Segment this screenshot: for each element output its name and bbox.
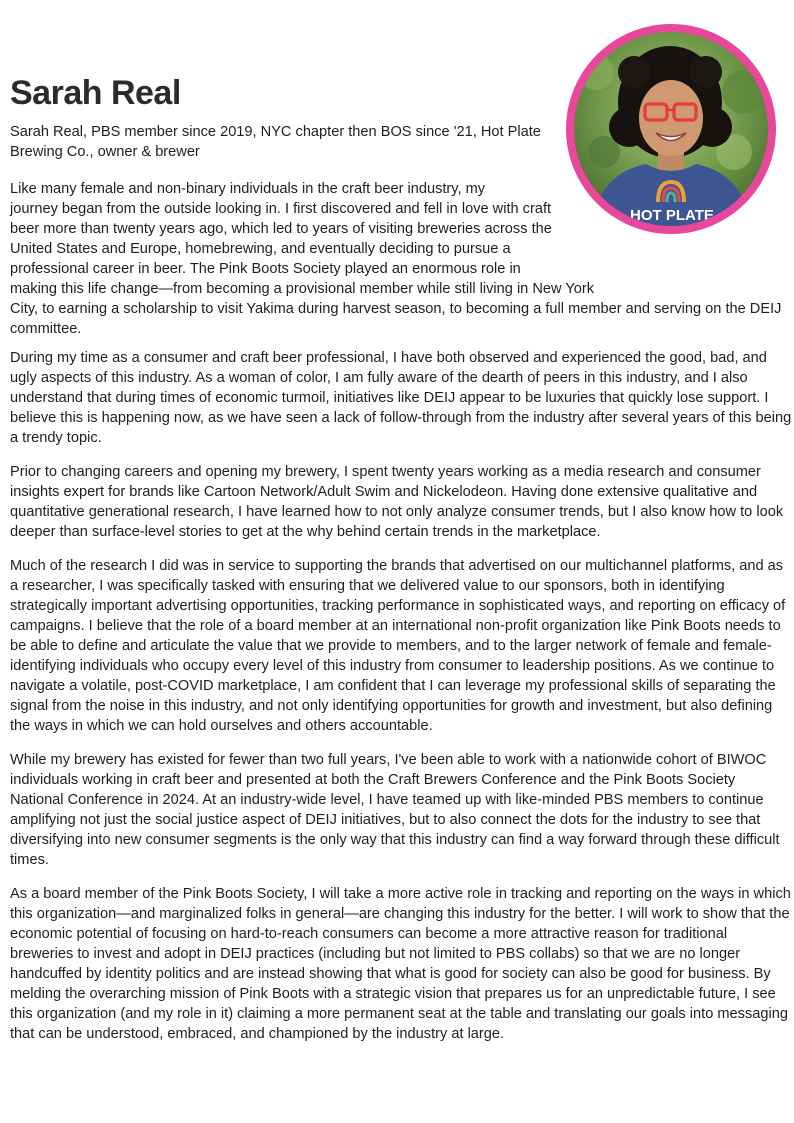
statement-paragraph: [10, 179, 792, 339]
statement-paragraph-text: Like many female and non-binary individuals in the craft beer industry, my journey began from the outside looking in. I first discovered and fell in love with craft beer more than twenty years ago, which led to years of visiting breweries across the United States and Europe, homebrewing, and eventually deciding to pursue a professional career in beer. The Pink Boots Society played an enormous role in making this life change—from becoming a provisional member while still living in New York City, to earning a scholarship to visit Yakima during harvest season, to becoming a full member and serving on the DEIJ committee.: [10, 181, 782, 337]
candidate-name: Sarah Real: [10, 74, 181, 112]
statement-paragraph: As a board member of the Pink Boots Society, I will take a more active role in tracking and reporting on the ways in which this organization—and marginalized folks in general—are changing this industry for the better. I will work to show that the economic potential of focusing on hard-to-reach consumers can become a more attractive reason for traditional breweries to invest and adopt in DEIJ practices (including but not limited to PBS collabs) so that we are no longer handcuffed by identity politics and are instead showing that what is good for society can also be good for business. By melding the overarching mission of Pink Boots with a strategic vision that prepares us for an unpredictable future, I see this organization (and my role in it) claiming a more permanent seat at the table and translating our goals into messaging that can be understood, embraced, and championed by the industry at large.: [10, 886, 791, 1042]
statement-paragraph: While my brewery has existed for fewer than two full years, I've been able to work with a nationwide cohort of BIWOC individuals working in craft beer and presented at both the Craft Brewers Conference and the Pink Boots Society National Conference in 2024. At an industry-wide level, I have teamed up with like-minded PBS members to continue amplifying not just the social justice aspect of DEIJ initiatives, but to also connect the dots for the industry to see that diversifying into new consumer segments is the only way that this industry can find a way forward through these difficult times.: [10, 752, 780, 868]
statement-paragraph: During my time as a consumer and craft beer professional, I have both observed and experienced the good, bad, and ugly aspects of this industry. As a woman of color, I am fully aware of the dearth of peers in this industry, and I also understand that during times of economic turmoil, initiatives like DEIJ appear to be luxuries that quickly lose support. I believe this is happening now, as we have seen a lack of follow-through from the industry after several years of this being a trendy topic.: [10, 350, 792, 446]
statement-body: [10, 179, 792, 1058]
statement-paragraph: Prior to changing careers and opening my brewery, I spent twenty years working as a media research and consumer insights expert for brands like Cartoon Network/Adult Swim and Nickelodeon. Having done extensive qualitative and quantitative generational research, I have learned how to not only analyze consumer trends, but I also know how to look deeper than surface-level stories to get at the why behind certain trends in the marketplace.: [10, 464, 784, 540]
candidate-subtitle: Sarah Real, PBS member since 2019, NYC chapter then BOS since '21, Hot Plate Brewing Co., owner & brewer: [10, 124, 541, 160]
statement-paragraph: Much of the research I did was in service to supporting the brands that advertised on our multichannel platforms, and as a researcher, I was specifically tasked with ensuring that we delivered value to our sponsors, both in identifying strategically important advertising opportunities, tracking performance in sophisticated ways, and reporting on efficacy of campaigns. I believe that the role of a board member at an international non-profit organization like Pink Boots needs to be able to define and articulate the value that we provide to members, and to the larger network of female and female-identifying individuals who occupy every level of this industry from consumer to leadership positions. As we continue to navigate a volatile, post-COVID marketplace, I am confident that I can leverage my professional skills of separating the signal from the noise in this industry, and not only identifying opportunities for growth and investment, but also defining the ways in which we can hold ourselves and others accountable.: [10, 558, 786, 734]
shirt-text: HOT PLATE: [630, 207, 714, 224]
